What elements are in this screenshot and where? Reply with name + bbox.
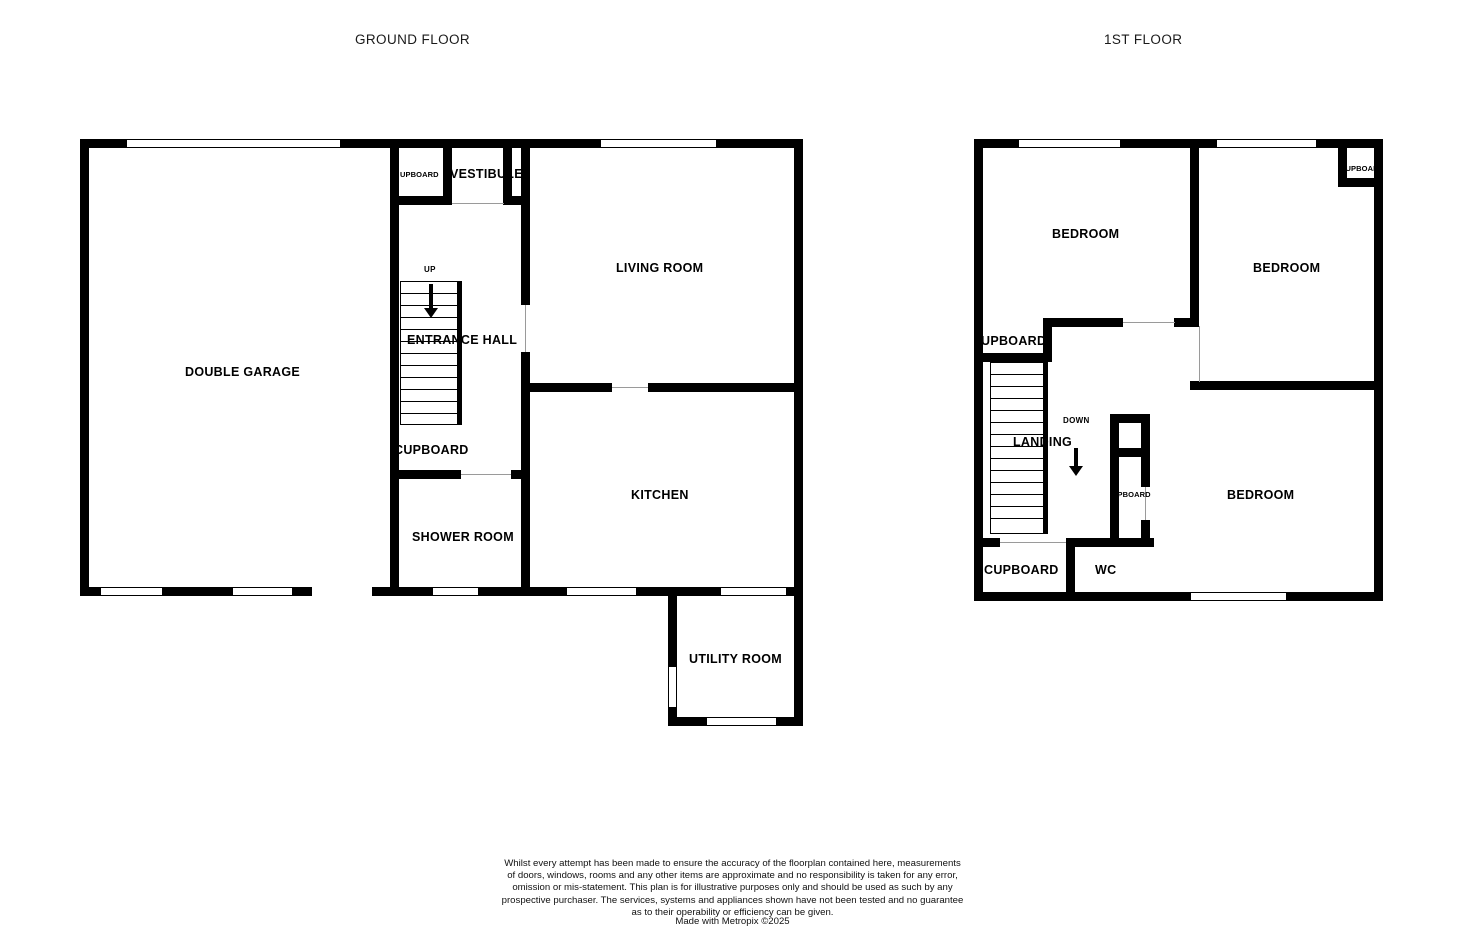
disclaimer-line-3: omission or mis-statement. This plan is for illustrative purposes only and should be used as such by any	[512, 882, 953, 894]
window-utility-bottom	[706, 717, 778, 726]
room-label-bedroom-3: BEDROOM	[1227, 488, 1295, 502]
wall-bedroom1-bottom-right	[1174, 318, 1199, 327]
room-label-upboard-mid: UPBOARD	[1112, 490, 1151, 499]
wall-cupboard-bottom-left-ff	[974, 538, 1000, 547]
room-label-cupboard-top-right: CUPBOAR	[1340, 164, 1379, 173]
wall-garage-left	[80, 139, 89, 596]
wall-bottom-kitchen-right	[636, 587, 722, 596]
wall-top-living-right	[716, 139, 803, 148]
room-label-living-room: LIVING ROOM	[616, 261, 704, 275]
window-kitchen-bottom-2	[720, 587, 788, 596]
room-label-cupboard: CUPBOARD	[394, 443, 469, 457]
wall-garage-top-left	[80, 139, 128, 148]
wall-top-vestibule	[340, 139, 458, 148]
wall-top-vestibule-right	[456, 139, 512, 148]
wall-cupboard-tr-bottom	[1338, 178, 1383, 187]
wall-utility-bottom-left	[668, 717, 708, 726]
wall-ff-bottom-left	[974, 592, 1192, 601]
wall-ff-left	[974, 139, 983, 601]
door-opening-cupboard	[461, 474, 511, 475]
wall-bottom-corner-right	[786, 587, 803, 596]
room-label-wc: WC	[1095, 563, 1117, 577]
door-opening-living	[525, 305, 526, 352]
wall-kitchen-top-right	[648, 383, 803, 392]
door-opening-bedroom1	[1123, 322, 1175, 323]
stair-edge-left-ff	[990, 362, 991, 534]
wall-stairs-right	[458, 281, 462, 425]
wall-upboard-bottom-ff	[974, 353, 1052, 362]
stair-up-label: UP	[424, 265, 436, 274]
wall-top-living-left	[510, 139, 602, 148]
door-opening-bedroom2-b	[1199, 326, 1200, 352]
wall-landing-right	[1110, 414, 1119, 546]
wall-bottom-garage-right	[292, 587, 312, 596]
door-opening-vestibule	[452, 203, 504, 204]
wall-bottom-garage-left	[80, 587, 102, 596]
window-utility-left	[668, 666, 677, 708]
room-label-vestibule: VESTIBULE	[450, 167, 523, 181]
wall-bottom-garage-mid	[162, 587, 234, 596]
first-floor-title: 1ST FLOOR	[1104, 32, 1183, 47]
wall-wc-bottom	[1110, 538, 1154, 547]
window-living-top	[600, 139, 718, 148]
wall-bedroom1-bottom	[1043, 318, 1123, 327]
wall-ff-right	[1374, 139, 1383, 601]
window-shower-bottom	[432, 587, 480, 596]
window-ff-bottom	[1190, 592, 1288, 601]
wall-wc-divider	[1115, 448, 1150, 457]
disclaimer-text	[0, 858, 1465, 919]
wall-ff-top-left	[974, 139, 1020, 148]
wall-garage-right	[390, 139, 399, 596]
window-garage-top	[126, 139, 342, 148]
wall-utility-bottom-right	[776, 717, 803, 726]
disclaimer-line-5: as to their operability or efficiency can be given.	[631, 906, 834, 918]
disclaimer-line-2: of doors, windows, rooms and any other items are approximate and no responsibility is taken for any error,	[507, 870, 958, 882]
room-label-kitchen: KITCHEN	[631, 488, 689, 502]
room-label-bedroom-1: BEDROOM	[1052, 227, 1120, 241]
room-label-shower-room: SHOWER ROOM	[412, 530, 514, 544]
stair-down-label: DOWN	[1063, 416, 1090, 425]
window-ff-top-2	[1216, 139, 1318, 148]
disclaimer-line-1: Whilst every attempt has been made to ensure the accuracy of the floorplan contained here, measurements	[504, 858, 961, 869]
wall-cupboard-bottom-right	[511, 470, 525, 479]
door-opening-bedroom2	[1199, 352, 1200, 382]
wall-kitchen-top-left	[530, 383, 612, 392]
wall-house-right	[794, 139, 803, 596]
ground-floor-title: GROUND FLOOR	[355, 32, 471, 47]
wall-wc-right-mid	[1141, 457, 1150, 487]
wall-cupboard-bottom-right-ff	[1066, 538, 1075, 592]
window-garage-bottom-1	[100, 587, 164, 596]
wall-utility-right	[794, 596, 803, 726]
room-label-cupboard-bottom: CUPBOARD	[984, 563, 1059, 577]
wall-ff-top-right	[1316, 139, 1383, 148]
door-opening-cupboard-ff	[1000, 542, 1066, 543]
wall-bedroom2-bottom	[1190, 381, 1383, 390]
wall-bottom-shower-left	[372, 587, 434, 596]
room-label-utility-room: UTILITY ROOM	[689, 652, 782, 666]
disclaimer-line-4: prospective purchaser. The services, systems and appliances shown have not been tested and no guarantee	[501, 894, 964, 906]
room-label-landing: LANDING	[1013, 435, 1073, 449]
room-label-entrance-hall: ENTRANCE HALL	[407, 333, 518, 347]
door-opening-kitchen	[612, 387, 648, 388]
window-garage-bottom-2	[232, 587, 294, 596]
wall-wc-right-upper	[1141, 414, 1150, 448]
room-label-double-garage: DOUBLE GARAGE	[185, 365, 301, 379]
wall-ff-bottom-right	[1286, 592, 1383, 601]
wall-cupboard-bottom	[399, 470, 461, 479]
wall-bedroom1-right	[1190, 148, 1199, 326]
window-kitchen-bottom	[566, 587, 638, 596]
room-label-upboard-left: UPBOARD	[981, 334, 1047, 348]
window-ff-top-1	[1018, 139, 1122, 148]
metropix-credit: Made with Metropix ©2025	[675, 916, 790, 927]
room-label-bedroom-2: BEDROOM	[1253, 261, 1321, 275]
room-label-upboard-top: UPBOARD	[400, 170, 439, 179]
wall-ff-top-mid	[1120, 139, 1218, 148]
